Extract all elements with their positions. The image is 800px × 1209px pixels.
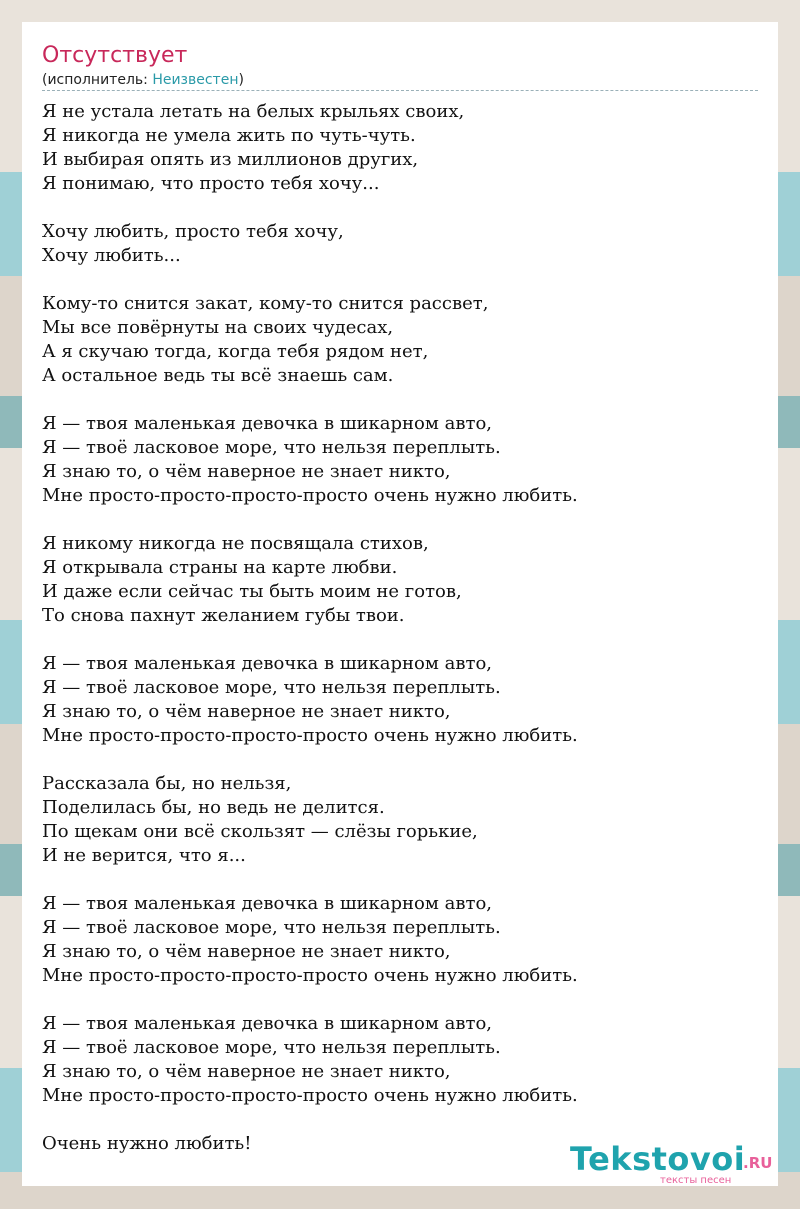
lyrics-line: Очень нужно любить!: [42, 1133, 252, 1154]
lyrics-line: Я — твоё ласковое море, что нельзя переплыть.: [42, 437, 501, 458]
lyrics-line: Мне просто-просто-просто-просто очень нужно любить.: [42, 485, 578, 506]
lyrics-line: Поделилась бы, но ведь не делится.: [42, 797, 385, 818]
song-title: Отсутствует: [42, 43, 188, 68]
lyrics-line: Я знаю то, о чём наверное не знает никто,: [42, 461, 451, 482]
lyrics-line: Мне просто-просто-просто-просто очень нужно любить.: [42, 725, 578, 746]
logo-tagline: тексты песен: [660, 1175, 732, 1186]
lyrics-line: Я знаю то, о чём наверное не знает никто,: [42, 941, 451, 962]
site-logo[interactable]: [570, 1140, 780, 1186]
lyrics-line: Я — твоя маленькая девочка в шикарном авто,: [42, 1013, 492, 1034]
lyrics-line: Я знаю то, о чём наверное не знает никто,: [42, 1061, 451, 1082]
lyrics-line: Я — твоя маленькая девочка в шикарном авто,: [42, 893, 492, 914]
divider: [42, 90, 758, 91]
logo-tld: .RU: [743, 1154, 773, 1172]
lyrics-body: [42, 100, 758, 1180]
lyrics-stanza: [42, 532, 758, 628]
lyrics-line: По щекам они всё скользят — слёзы горькие,: [42, 821, 478, 842]
lyrics-line: То снова пахнут желанием губы твои.: [42, 605, 405, 626]
artist-suffix: ): [238, 72, 244, 88]
lyrics-line: Я никогда не умела жить по чуть-чуть.: [42, 125, 416, 146]
lyrics-line: Я — твоя маленькая девочка в шикарном авто,: [42, 413, 492, 434]
artist-link[interactable]: Неизвестен: [152, 72, 239, 88]
lyrics-stanza: [42, 652, 758, 748]
lyrics-stanza: [42, 100, 758, 196]
lyrics-line: Хочу любить...: [42, 245, 181, 266]
lyrics-stanza: [42, 220, 758, 268]
artist-line: [42, 71, 244, 89]
lyrics-line: И не верится, что я...: [42, 845, 246, 866]
lyrics-line: А остальное ведь ты всё знаешь сам.: [42, 365, 394, 386]
lyrics-line: Хочу любить, просто тебя хочу,: [42, 221, 344, 242]
lyrics-line: А я скучаю тогда, когда тебя рядом нет,: [42, 341, 429, 362]
logo-name: Tekstovoi: [570, 1140, 746, 1178]
lyrics-line: Я не устала летать на белых крыльях своих,: [42, 101, 465, 122]
lyrics-stanza: [42, 292, 758, 388]
lyrics-line: Я открывала страны на карте любви.: [42, 557, 398, 578]
lyrics-card: [22, 22, 778, 1186]
lyrics-stanza: [42, 1012, 758, 1108]
lyrics-stanza: [42, 412, 758, 508]
lyrics-line: Я понимаю, что просто тебя хочу...: [42, 173, 380, 194]
lyrics-stanza: [42, 772, 758, 868]
lyrics-line: Мне просто-просто-просто-просто очень нужно любить.: [42, 965, 578, 986]
lyrics-line: Мне просто-просто-просто-просто очень нужно любить.: [42, 1085, 578, 1106]
lyrics-line: Мы все повёрнуты на своих чудесах,: [42, 317, 394, 338]
lyrics-line: Я — твоё ласковое море, что нельзя переплыть.: [42, 1037, 501, 1058]
lyrics-line: Я — твоя маленькая девочка в шикарном авто,: [42, 653, 492, 674]
lyrics-line: И даже если сейчас ты быть моим не готов,: [42, 581, 462, 602]
lyrics-line: Кому-то снится закат, кому-то снится рассвет,: [42, 293, 489, 314]
lyrics-line: Я знаю то, о чём наверное не знает никто,: [42, 701, 451, 722]
lyrics-line: Я никому никогда не посвящала стихов,: [42, 533, 429, 554]
lyrics-line: Я — твоё ласковое море, что нельзя переплыть.: [42, 677, 501, 698]
lyrics-line: Я — твоё ласковое море, что нельзя переплыть.: [42, 917, 501, 938]
lyrics-line: И выбирая опять из миллионов других,: [42, 149, 419, 170]
lyrics-stanza: [42, 892, 758, 988]
artist-prefix: (исполнитель:: [42, 72, 153, 88]
lyrics-line: Рассказала бы, но нельзя,: [42, 773, 292, 794]
